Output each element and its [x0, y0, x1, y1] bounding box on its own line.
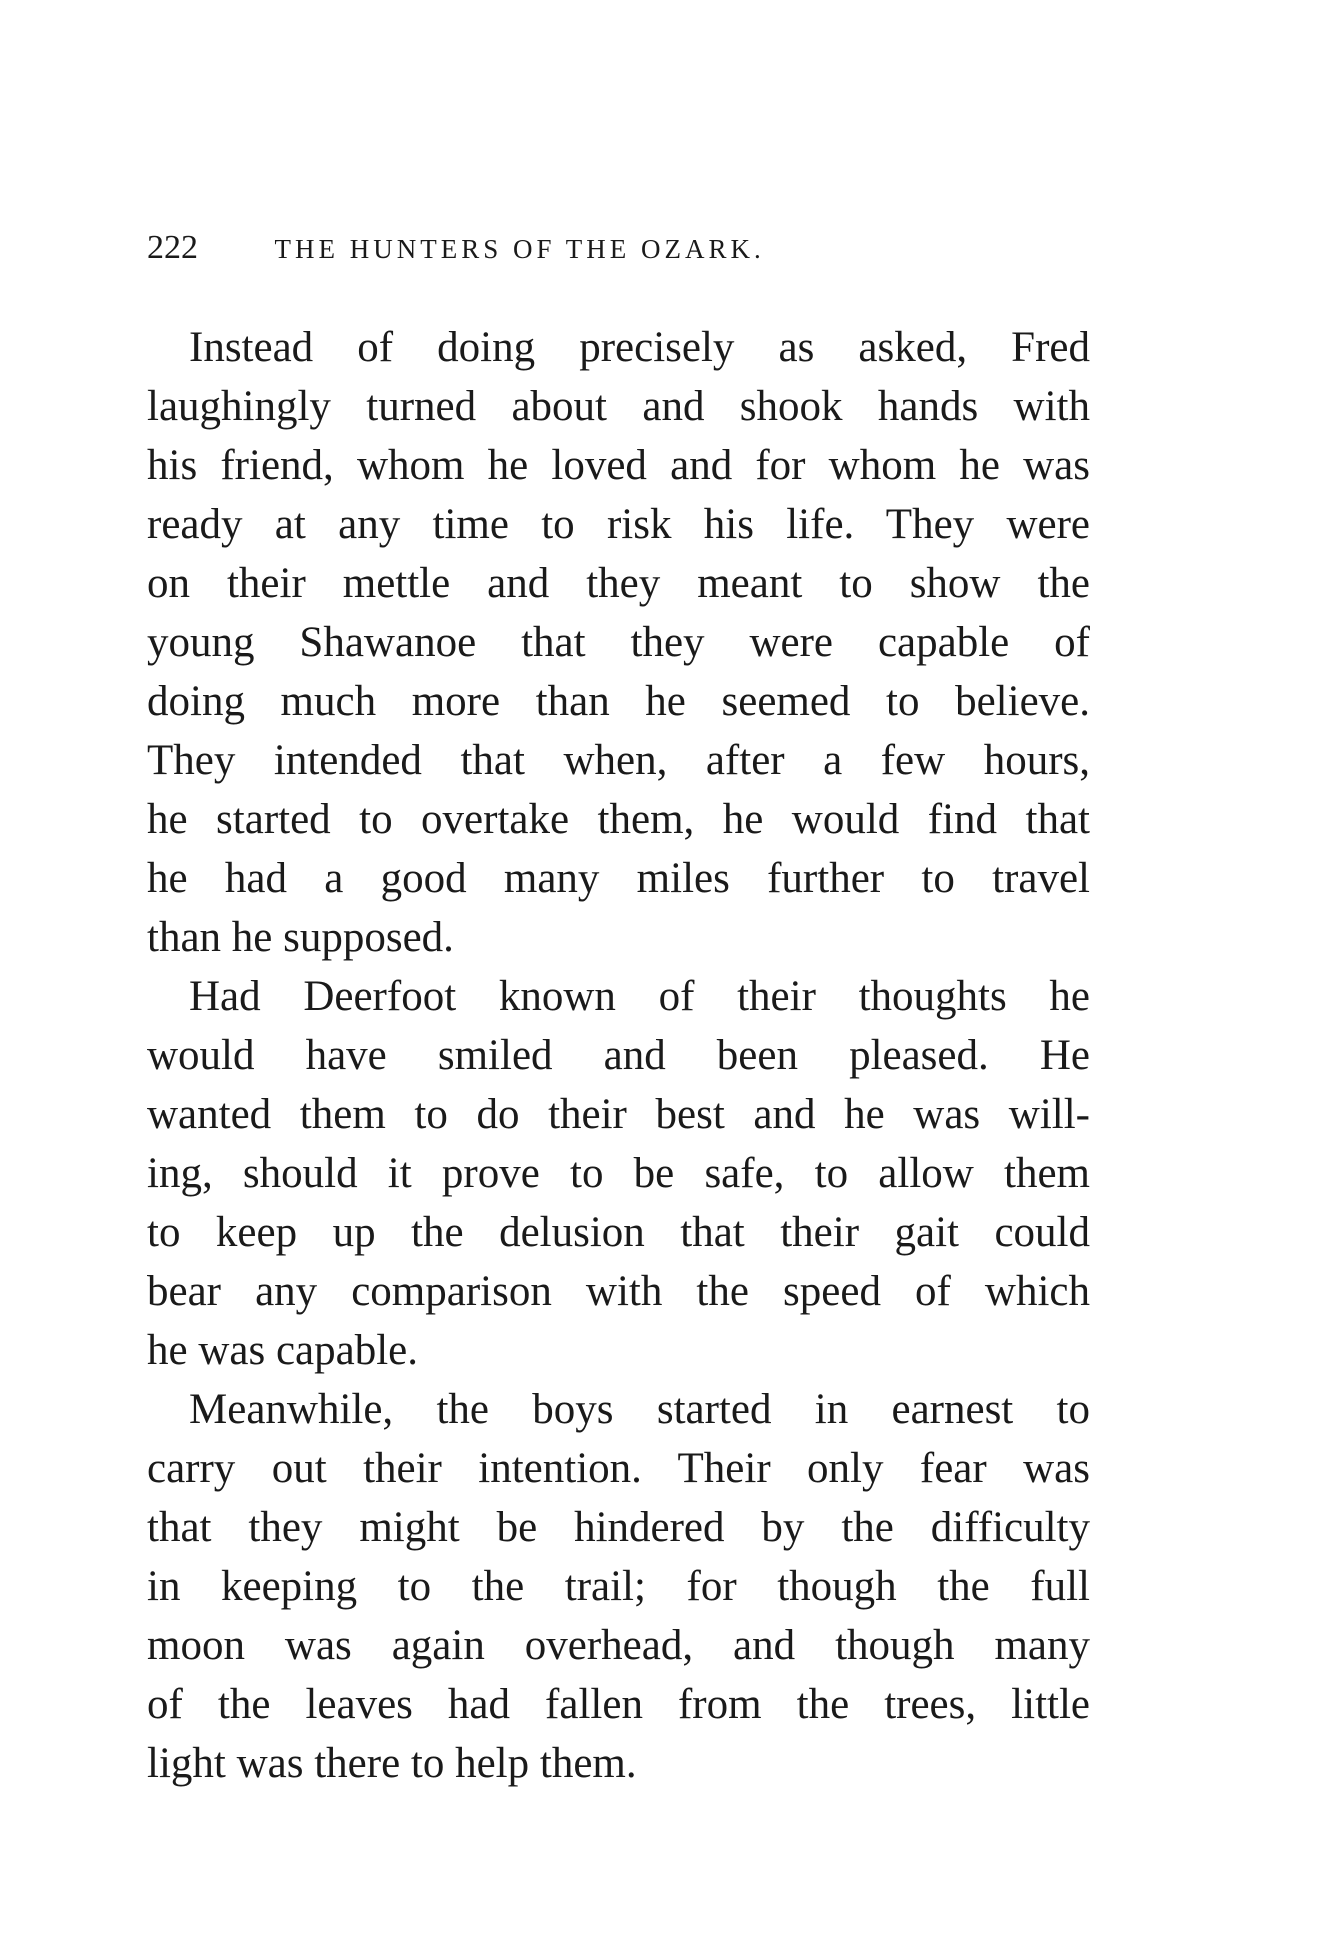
- text-line: to keep up the delusion that their gait could: [147, 1209, 1090, 1256]
- paragraph-1: [147, 318, 1090, 967]
- text-line: would have smiled and been pleased. He: [147, 1032, 1090, 1079]
- paragraph-2: [147, 967, 1090, 1380]
- text-line: bear any comparison with the speed of which: [147, 1268, 1090, 1315]
- text-line: Had Deerfoot known of their thoughts he: [189, 973, 1090, 1020]
- text-line: on their mettle and they meant to show the: [147, 560, 1090, 607]
- text-line: he had a good many miles further to travel: [147, 855, 1090, 902]
- text-line: Meanwhile, the boys started in earnest to: [189, 1386, 1090, 1433]
- text-line: light was there to help them.: [147, 1740, 637, 1787]
- text-line: ing, should it prove to be safe, to allow them: [147, 1150, 1090, 1197]
- page-number: 222: [147, 229, 198, 266]
- text-line: in keeping to the trail; for though the full: [147, 1563, 1090, 1610]
- running-head: [147, 228, 947, 268]
- text-line: that they might be hindered by the difficulty: [147, 1504, 1090, 1551]
- text-line: his friend, whom he loved and for whom he was: [147, 442, 1090, 489]
- text-line: he started to overtake them, he would find that: [147, 796, 1090, 843]
- text-line: moon was again overhead, and though many: [147, 1622, 1090, 1669]
- text-line: wanted them to do their best and he was will-: [147, 1091, 1090, 1138]
- text-line: carry out their intention. Their only fear was: [147, 1445, 1090, 1492]
- text-line: laughingly turned about and shook hands with: [147, 383, 1090, 430]
- running-title: THE HUNTERS OF THE OZARK.: [274, 234, 765, 264]
- text-line: doing much more than he seemed to believe.: [147, 678, 1090, 725]
- text-line: than he supposed.: [147, 914, 454, 961]
- text-line: of the leaves had fallen from the trees, little: [147, 1681, 1090, 1728]
- paragraph-3: [147, 1380, 1090, 1793]
- text-line: he was capable.: [147, 1327, 418, 1374]
- text-line: ready at any time to risk his life. They were: [147, 501, 1090, 548]
- body-text: [147, 318, 1090, 1793]
- text-line: Instead of doing precisely as asked, Fred: [189, 324, 1090, 371]
- text-line: They intended that when, after a few hours,: [147, 737, 1090, 784]
- text-line: young Shawanoe that they were capable of: [147, 619, 1090, 666]
